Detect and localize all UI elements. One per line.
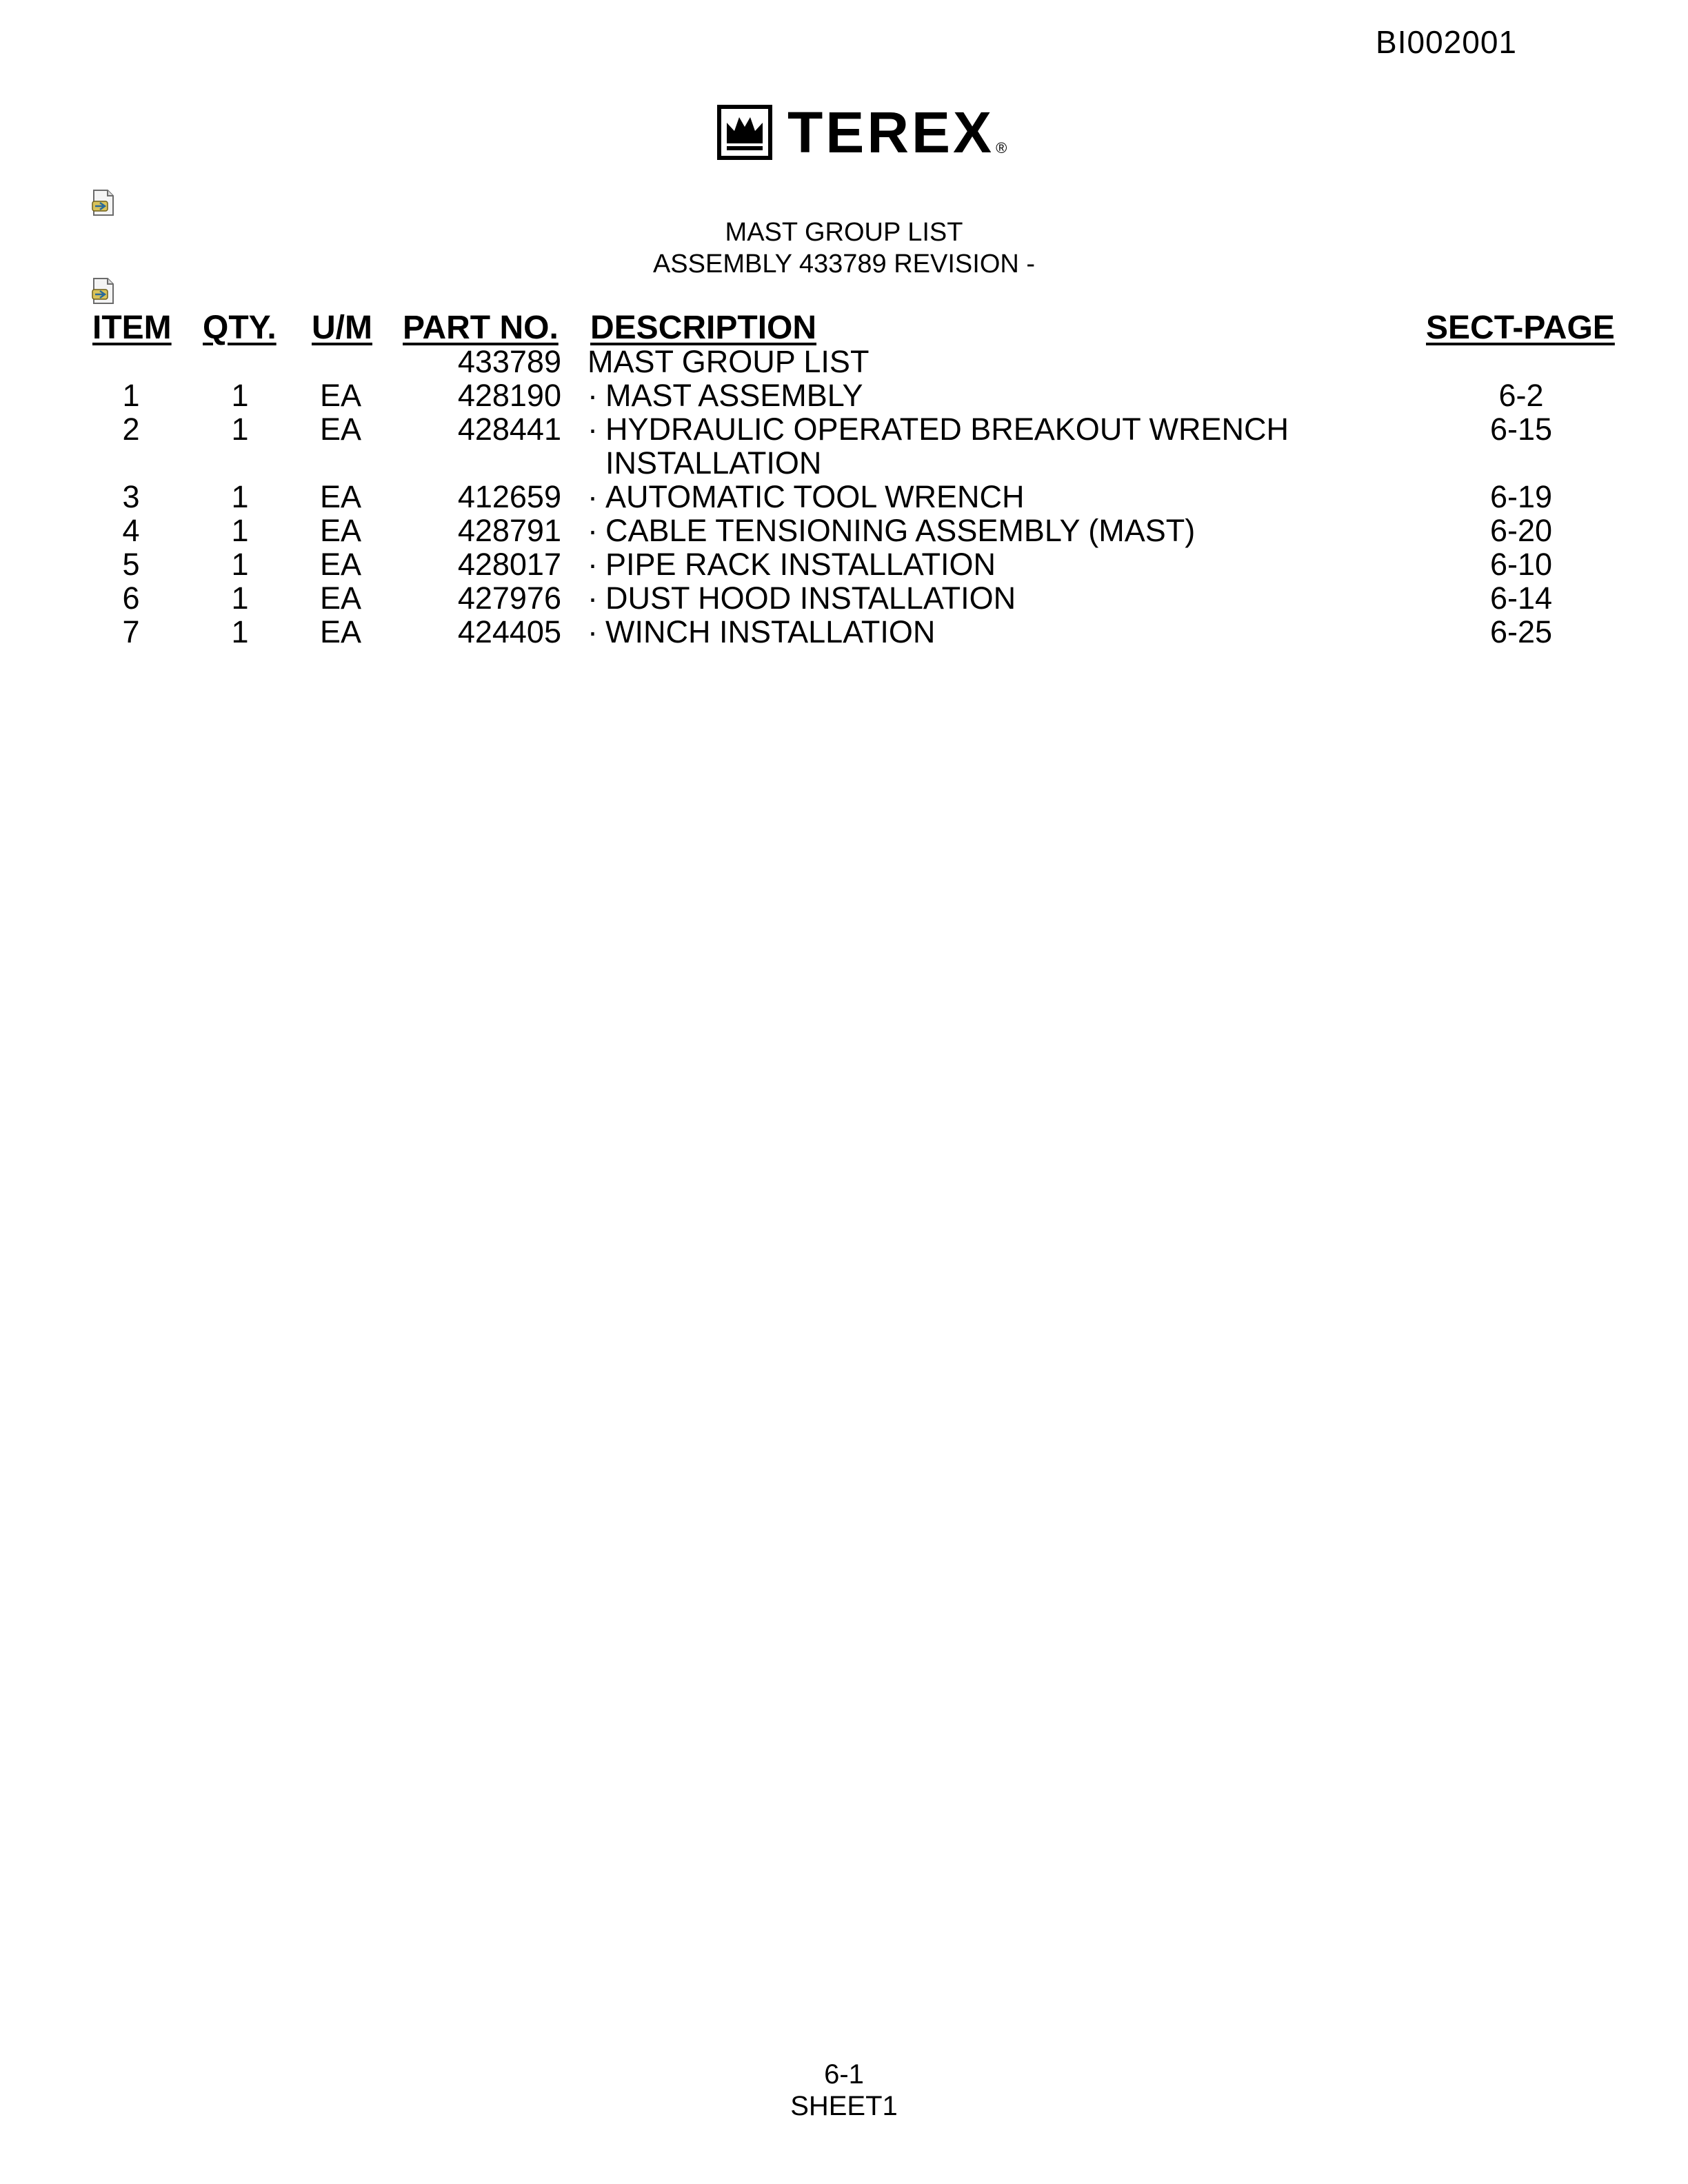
header-item: ITEM [92, 310, 172, 346]
cell-description [587, 547, 1346, 581]
bullet-marker: · [587, 547, 598, 582]
sheet-label: SHEET1 [790, 2091, 898, 2121]
document-id: BI002001 [1376, 24, 1517, 60]
cell-qty: 1 [231, 547, 249, 582]
cell-qty: 1 [231, 479, 249, 514]
cell-part-no: 427976 [457, 580, 561, 616]
cell-sect-page[interactable]: 6-15 [1489, 412, 1553, 447]
cell-sect-page[interactable]: 6-19 [1489, 479, 1553, 514]
brand-wordmark: TEREX [787, 100, 995, 165]
table-row [0, 615, 1688, 649]
cell-item: 5 [122, 547, 140, 582]
header-qty: QTY. [203, 310, 277, 346]
cell-um: EA [319, 412, 362, 447]
table-header [0, 309, 1688, 346]
document-link-icon[interactable] [91, 277, 117, 305]
cell-um: EA [319, 378, 362, 413]
header-part-no: PART NO. [403, 310, 559, 346]
table-row [0, 547, 1688, 581]
cell-description [587, 378, 1346, 412]
header-description: DESCRIPTION [590, 310, 817, 346]
cell-item: 7 [122, 614, 140, 649]
cell-item: 4 [122, 513, 140, 548]
cell-part-no: 428017 [457, 547, 561, 582]
bullet-marker: · [587, 614, 598, 649]
cell-qty: 1 [231, 378, 249, 413]
table-row [0, 412, 1688, 480]
cell-um: EA [319, 479, 362, 514]
cell-sect-page[interactable]: 6-25 [1489, 614, 1553, 649]
cell-qty: 1 [231, 614, 249, 649]
terex-emblem-icon [717, 105, 772, 160]
description-text-continued: INSTALLATION [605, 445, 822, 481]
cell-part-no: 424405 [457, 614, 561, 649]
table-row-parent [0, 345, 1688, 378]
cell-description [587, 412, 1346, 480]
document-title: MAST GROUP LIST [725, 218, 963, 247]
title-block [0, 216, 1688, 280]
cell-um: EA [319, 547, 362, 582]
assembly-revision: ASSEMBLY 433789 REVISION - [652, 250, 1036, 279]
description-text: CABLE TENSIONING ASSEMBLY (MAST) [605, 513, 1196, 548]
cell-sect-page[interactable]: 6-20 [1489, 513, 1553, 548]
cell-description [587, 615, 1346, 649]
description-text: PIPE RACK INSTALLATION [605, 547, 996, 582]
cell-qty: 1 [231, 513, 249, 548]
document-link-icon[interactable] [91, 189, 117, 216]
cell-sect-page[interactable]: 6-14 [1489, 580, 1553, 616]
header-sect-page: SECT-PAGE [1426, 310, 1615, 346]
bullet-marker: · [587, 513, 598, 548]
cell-description [587, 480, 1346, 514]
bullet-marker: · [587, 412, 598, 447]
bullet-marker: · [587, 479, 598, 514]
table-row [0, 581, 1688, 615]
cell-part-no: 428441 [457, 412, 561, 447]
cell-qty: 1 [231, 412, 249, 447]
description-text: MAST ASSEMBLY [605, 378, 863, 413]
page-number: 6-1 [824, 2059, 864, 2090]
cell-part-no: 428190 [457, 378, 561, 413]
cell-item: 6 [122, 580, 140, 616]
description-text: DUST HOOD INSTALLATION [605, 580, 1016, 616]
table-row [0, 514, 1688, 547]
table-row [0, 378, 1688, 412]
cell-um: EA [319, 580, 362, 616]
cell-sect-page[interactable]: 6-2 [1498, 378, 1544, 413]
cell-description [587, 581, 1346, 615]
description-text: AUTOMATIC TOOL WRENCH [605, 479, 1025, 514]
cell-qty: 1 [231, 580, 249, 616]
cell-item: 3 [122, 479, 140, 514]
header-um: U/M [312, 310, 372, 346]
cell-sect-page[interactable]: 6-10 [1489, 547, 1553, 582]
cell-part-no: 428791 [457, 513, 561, 548]
bullet-marker: · [587, 378, 598, 413]
cell-part-no: 412659 [457, 479, 561, 514]
cell-item: 1 [122, 378, 140, 413]
cell-um: EA [319, 614, 362, 649]
cell-part-no: 433789 [457, 344, 561, 379]
cell-description: MAST GROUP LIST [587, 344, 870, 379]
table-row [0, 480, 1688, 514]
description-text: HYDRAULIC OPERATED BREAKOUT WRENCH [605, 412, 1289, 447]
bullet-marker: · [587, 580, 598, 616]
registered-mark: ® [996, 139, 1007, 156]
cell-description [587, 514, 1346, 547]
cell-um: EA [319, 513, 362, 548]
terex-logo [717, 100, 1007, 165]
description-text: WINCH INSTALLATION [605, 614, 936, 649]
parts-table [0, 345, 1688, 649]
cell-item: 2 [122, 412, 140, 447]
page-footer [0, 2059, 1688, 2122]
